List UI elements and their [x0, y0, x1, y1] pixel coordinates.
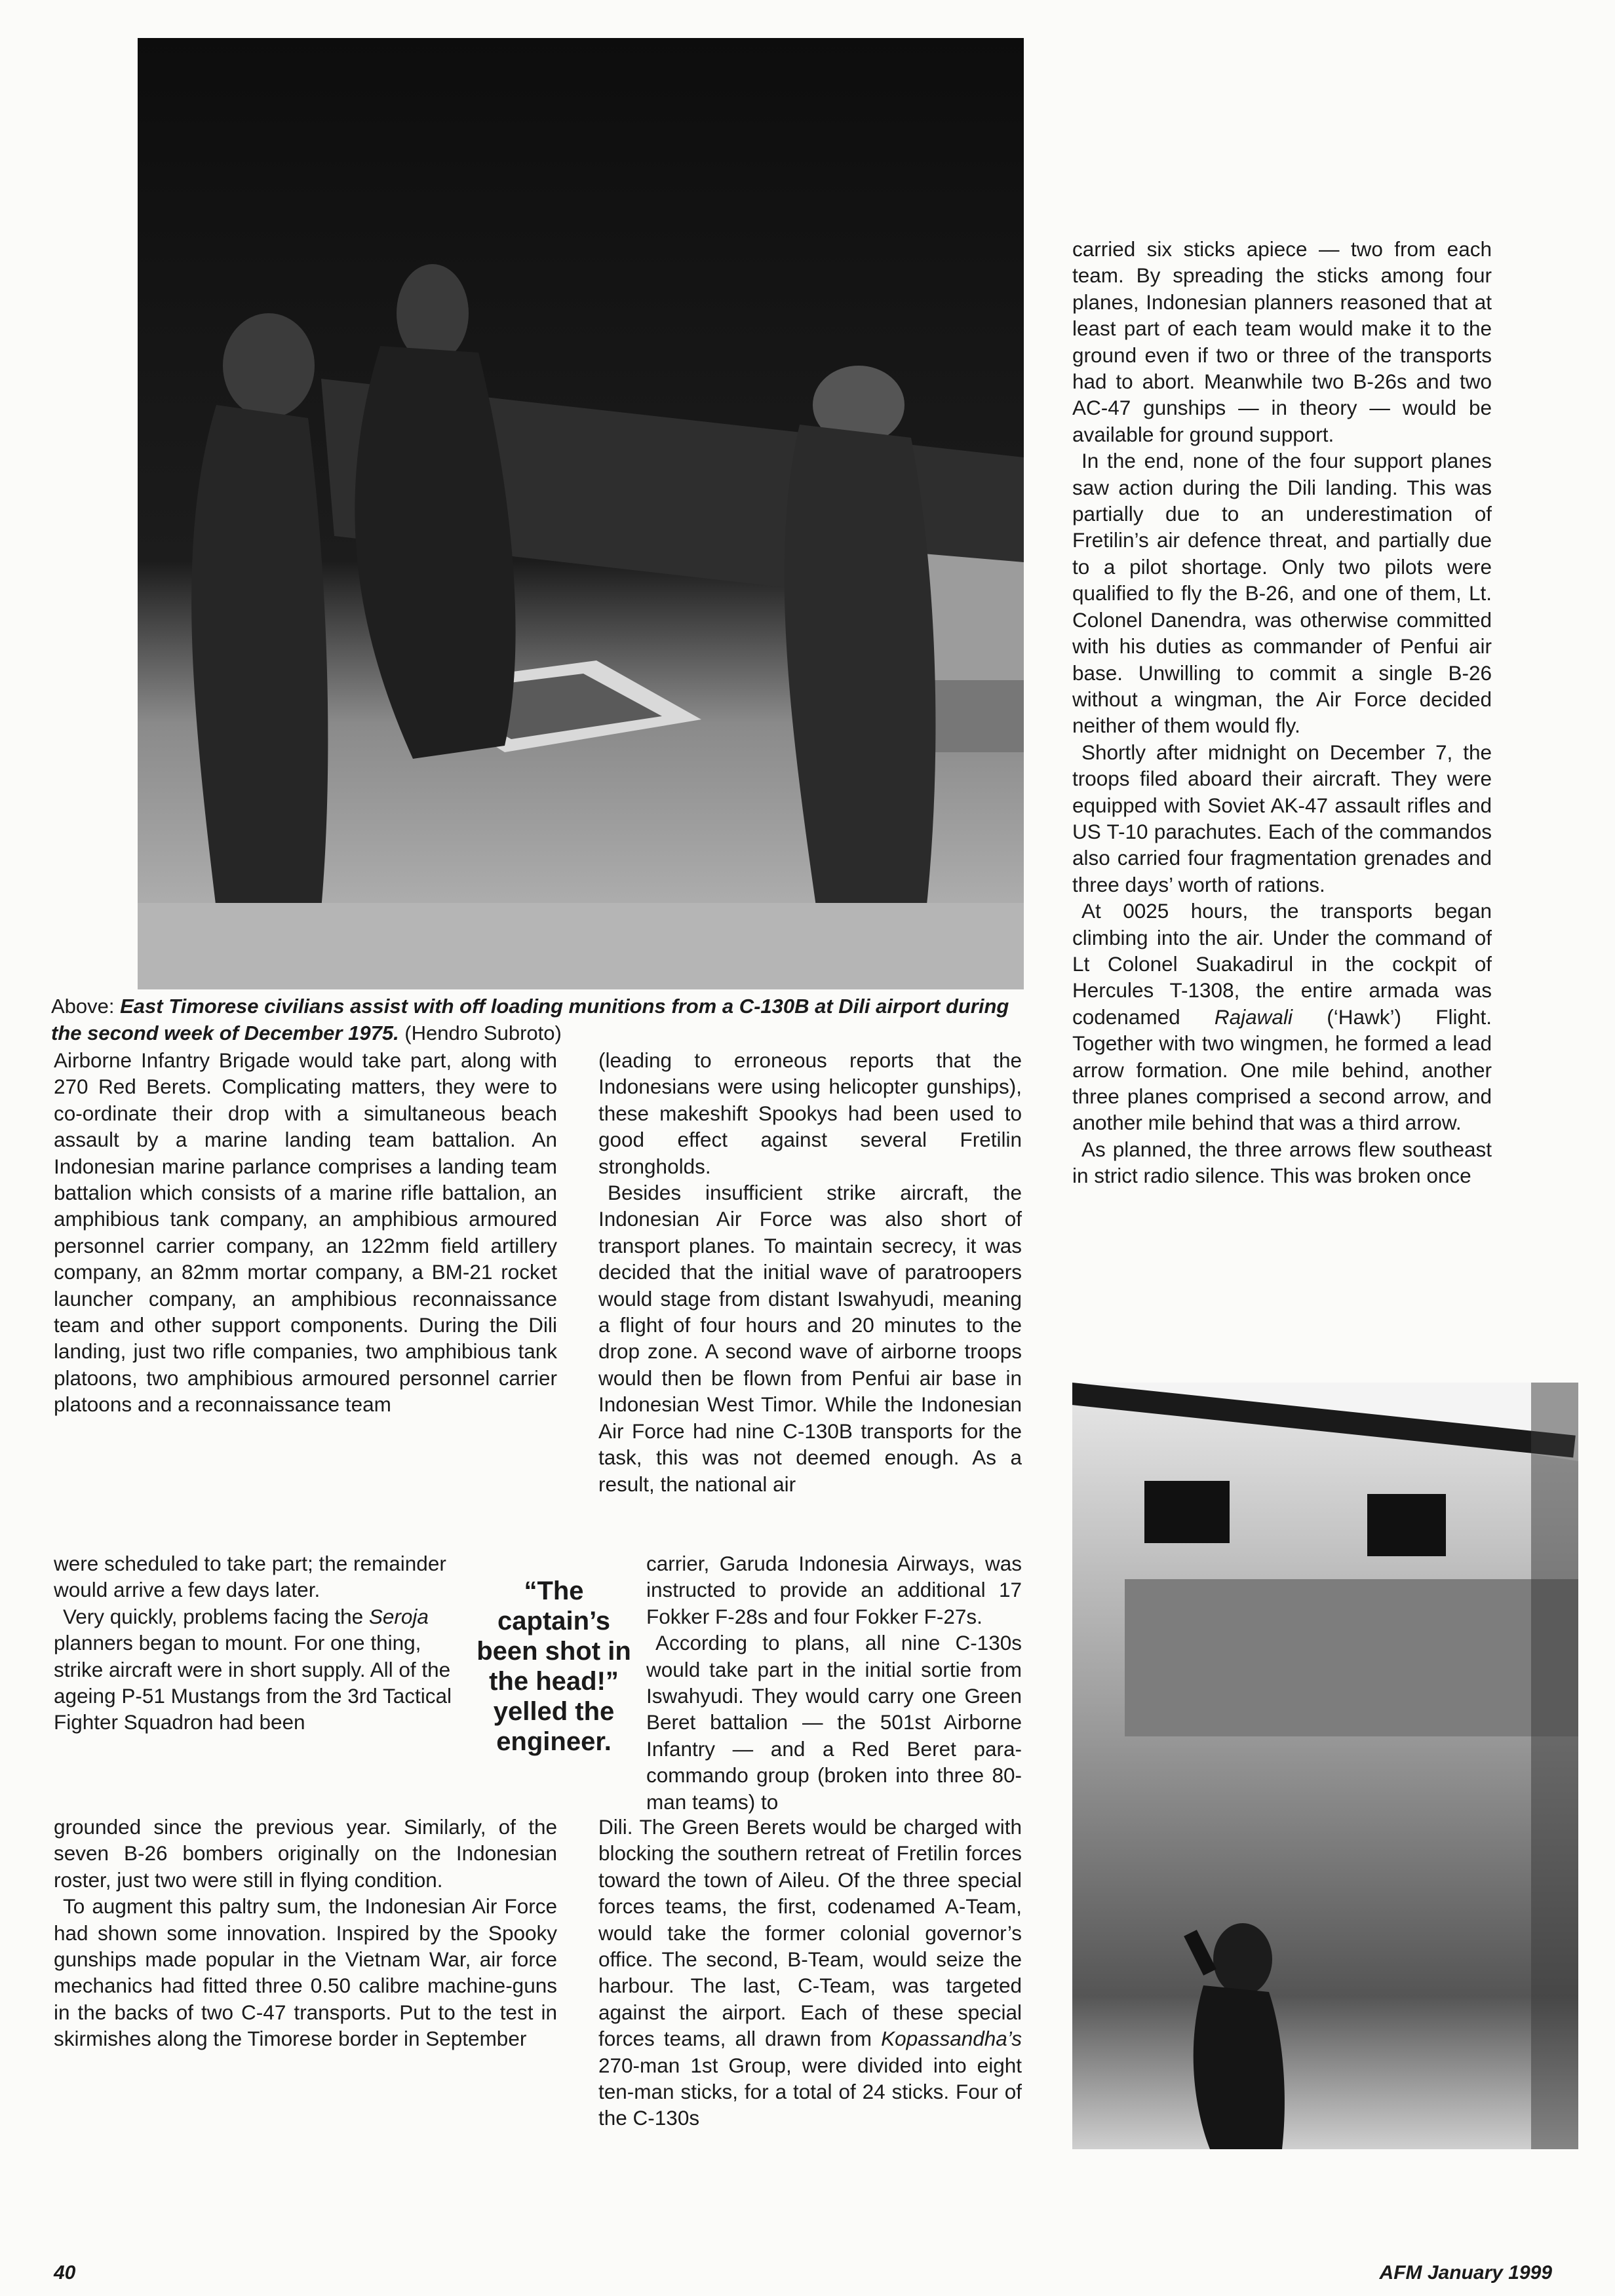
- col2-p3b-pre: Dili. The Green Berets would be charged with blocking the southern retreat of Fretilin forces toward the town of Aileu. Of the three special forces teams, the first, codenamed A-Team, would take the former colonial governor’s office. The second, B-Team, would seize the harbour. The last, C-Team, was targeted against the airport. Each of these special forces teams, all drawn from: [598, 1815, 1022, 2051]
- magazine-issue: AFM January 1999: [1379, 2262, 1552, 2284]
- col2-paragraph-2a: Besides insufficient strike aircraft, the Indonesian Air Force was also short of transport planes. To maintain secrecy, it was decided that the initial wave of paratroopers would stage from distant Iswahyudi, meaning a flight of four hours and 20 minutes to the drop zone. A second wave of airborne troops would then be flown from Penfui air base in Indonesian West Timor. While the Indonesian Air Force had nine C-130B transports for the task, this was not deemed enough. As a result, the national air: [598, 1181, 1022, 1496]
- photo-aircraft-fuselage: [1072, 1383, 1578, 2149]
- col3-paragraph-1: carried six sticks apiece — two from each team. By spreading the sticks among four planes, Indonesian planners reasoned that at least part of each team would make it to the ground even if two or three of the transports had to abort. Meanwhile two B-26s and two AC-47 gunships — in theory — would be available for ground support.: [1072, 237, 1492, 446]
- photo-civilians-unloading: [138, 38, 1024, 989]
- pull-quote-line: yelled the: [493, 1697, 615, 1726]
- pull-quote-line: the head!”: [489, 1667, 619, 1696]
- column-2-top: [598, 1047, 1022, 1497]
- col3-paragraph-4: [1072, 898, 1492, 1136]
- column-1-bottom: [54, 1814, 557, 2052]
- col2-paragraph-1: (leading to erroneous reports that the Indonesians were using helicopter gunships), these makeshift Spookys had been used to good effect against several Fretilin strongholds.: [598, 1048, 1022, 1178]
- photo-caption: [51, 993, 1034, 1046]
- col1-p2-pre: Very quickly, problems facing the: [63, 1604, 369, 1628]
- column-1-top: [54, 1047, 557, 1418]
- col2-paragraph-3a: According to plans, all nine C-130s would take part in the initial sortie from Iswahyudi. They would carry one Green Beret battalion — the 501st Airborne Infantry — and a Red Beret para- commando group (broken into three 80-man teams) to: [646, 1631, 1022, 1814]
- caption-text: East Timorese civilians assist with off loading munitions from a C-130B at Dili airport during the second week of December 1975.: [51, 995, 1009, 1044]
- column-2-middle: [646, 1550, 1022, 1815]
- col1-paragraph-1a: Airborne Infantry Brigade would take part, along with 270 Red Berets. Complicating matters, they were to co-ordinate their drop with a simultaneous beach assault by a marine landing team battalion. An Indonesian marine parlance comprises a landing team battalion which consists of a marine rifle battalion, an amphibious tank company, an amphibious armoured personnel carrier company, an 122mm field artillery company, an 82mm mortar company, a BM-21 rocket launcher company, an amphibious reconnaissance team and other support components. During the Dili landing, just two rifle companies, two amphibious tank platoons, two amphibious armoured personnel carrier platoons and a reconnaissance team: [54, 1048, 557, 1417]
- col2-paragraph-2b: carrier, Garuda Indonesia Airways, was instructed to provide an additional 17 Fokker F-28s and four Fokker F-27s.: [646, 1552, 1022, 1628]
- col1-paragraph-3: To augment this paltry sum, the Indonesian Air Force had shown some innovation. Inspired by the Spooky gunships made popular in the Vietnam War, air force mechanics had fitted three 0.50 calibre machine-guns in the backs of two C-47 transports. Put to the test in skirmishes along the Timorese border in September: [54, 1894, 557, 2051]
- col2-p3b-post: 270-man 1st Group, were divided into eight ten-man sticks, for a total of 24 sticks. Four of the C-130s: [598, 2053, 1022, 2130]
- column-3: [1072, 236, 1492, 1189]
- col1-p2-emphasis: Seroja: [368, 1604, 429, 1628]
- photo-civilians-unloading-graphic: [138, 38, 1024, 989]
- col3-p4-pre: At 0025 hours, the transports began climbing into the air. Under the command of Lt Colonel Suakadirul in the cockpit of Hercules T-1308, the entire armada was codenamed: [1072, 899, 1492, 1029]
- col1-paragraph-2: [54, 1603, 459, 1736]
- pull-quote-line: captain’s: [497, 1607, 610, 1636]
- column-1-middle: [54, 1550, 459, 1736]
- col3-paragraph-5: As planned, the three arrows flew southeast in strict radio silence. This was broken once: [1072, 1137, 1492, 1188]
- pull-quote-line: been shot in: [477, 1637, 631, 1666]
- col3-p4-emphasis: Rajawali: [1214, 1004, 1293, 1029]
- pull-quote: [459, 1576, 649, 1757]
- page-number: 40: [54, 2262, 76, 2284]
- col1-paragraph-1b: were scheduled to take part; the remainder would arrive a few days later.: [54, 1552, 446, 1602]
- col3-paragraph-2: In the end, none of the four support planes saw action during the Dili landing. This was partially due to an underestimation of Fretilin’s air defence threat, and partially due to a pilot shortage. Only two pilots were qualified to fly the B-26, and one of them, Lt. Colonel Danendra, was otherwise committed with his duties as commander of Penfui air base. Unwilling to commit a single B-26 without a wingman, the Air Force decided neither of them would fly.: [1072, 449, 1492, 738]
- pull-quote-line: engineer.: [496, 1727, 612, 1756]
- col2-paragraph-3b: [598, 1814, 1022, 2132]
- column-2-bottom: [598, 1814, 1022, 2132]
- photo-aircraft-fuselage-graphic: [1072, 1383, 1578, 2149]
- caption-lead: Above:: [51, 995, 121, 1018]
- col1-p2-post: planners began to mount. For one thing, strike aircraft were in short supply. All of the ageing P-51 Mustangs from the 3rd Tactical Fighter Squadron had been: [54, 1631, 452, 1734]
- col2-p3b-emphasis: Kopassandha’s: [881, 2027, 1022, 2051]
- col3-paragraph-3: Shortly after midnight on December 7, the troops filed aboard their aircraft. They were equipped with Soviet AK-47 assault rifles and US T-10 parachutes. Each of the commandos also carried four fragmentation grenades and three days’ worth of rations.: [1072, 740, 1492, 896]
- col3-p4-post: (‘Hawk’) Flight. Together with two wingmen, he formed a lead arrow formation. One mile behind, another three planes comprised a second arrow, and another mile behind that was a third arrow.: [1072, 1004, 1492, 1135]
- caption-credit: (Hendro Subroto): [399, 1022, 562, 1044]
- pull-quote-line: “The: [524, 1577, 584, 1605]
- col1-paragraph-2-cont: grounded since the previous year. Similarly, of the seven B-26 bombers originally on the Indonesian roster, just two were still in flying condition.: [54, 1815, 557, 1892]
